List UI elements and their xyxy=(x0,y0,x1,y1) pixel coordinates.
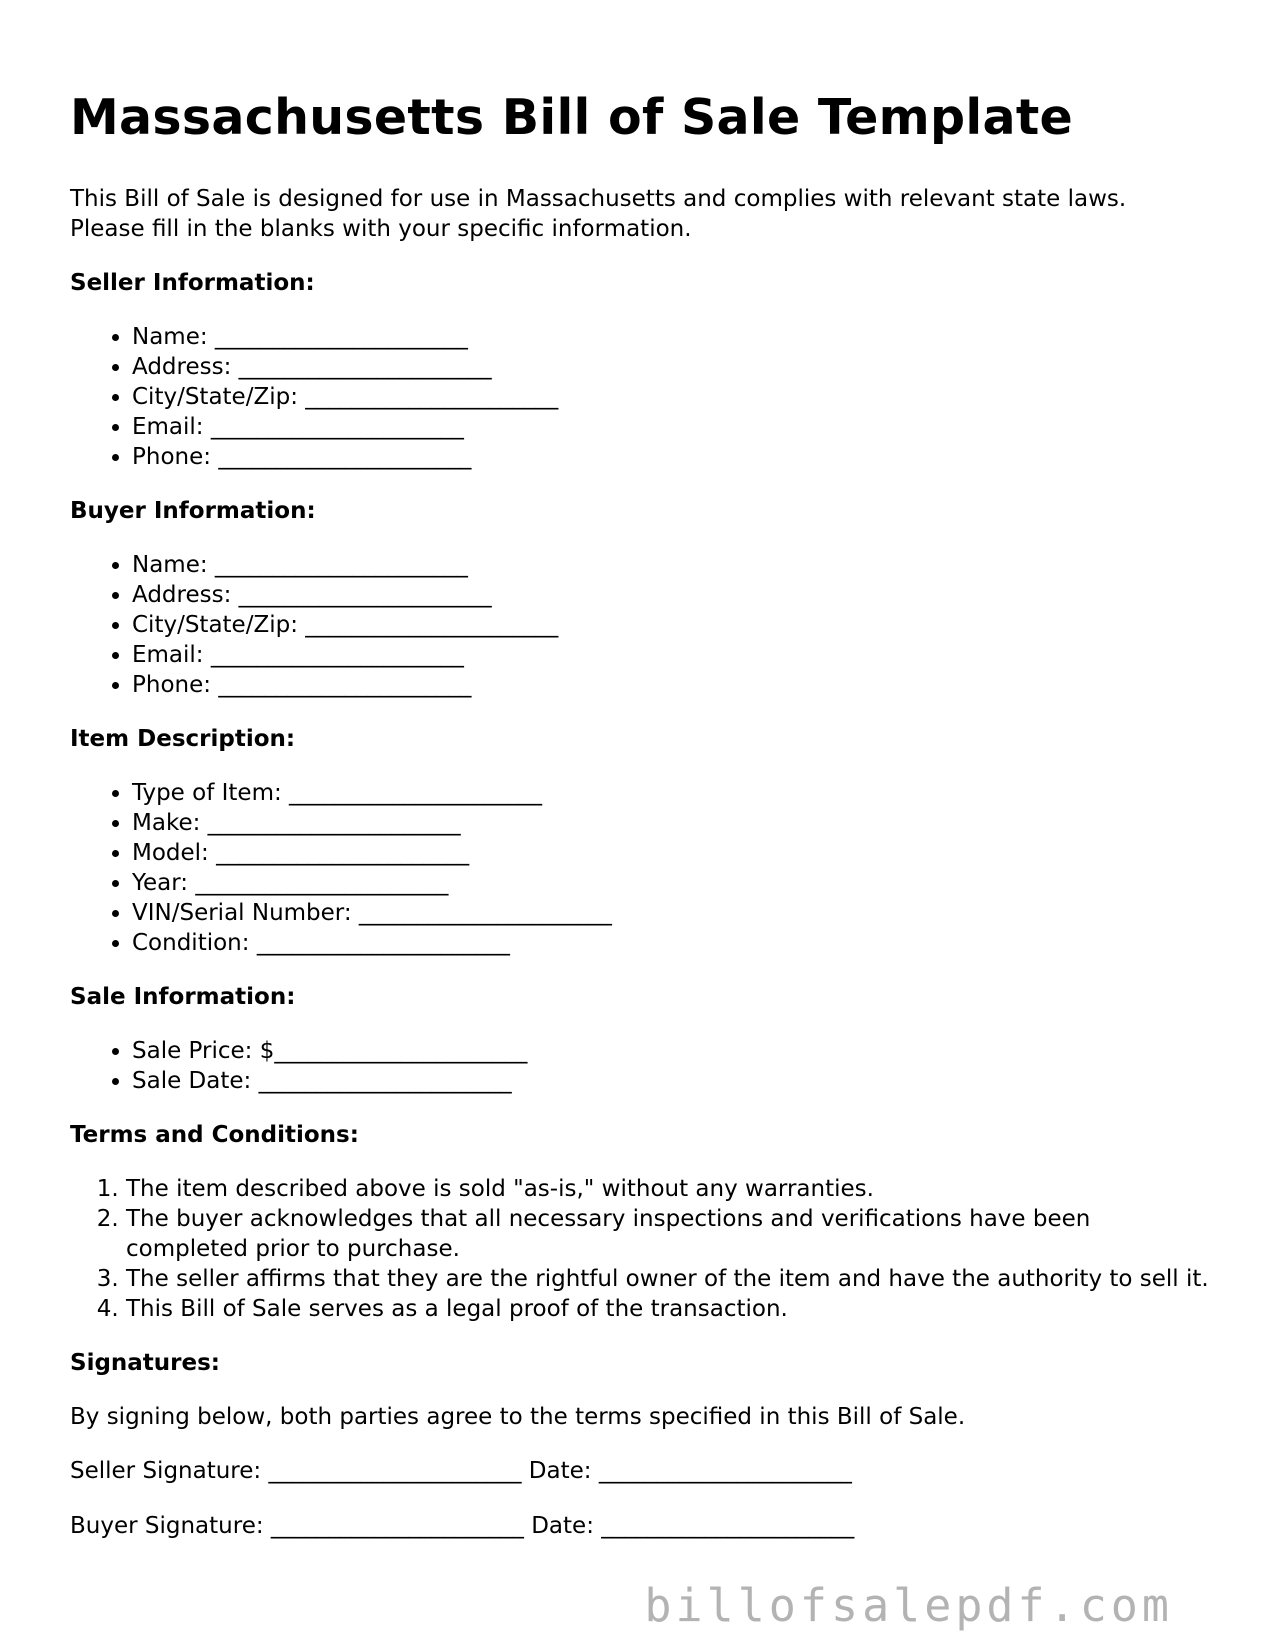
buyer-email-field[interactable]: • Email: ______________________ xyxy=(132,640,1210,670)
seller-city-state-zip-field[interactable]: • City/State/Zip: ______________________ xyxy=(132,382,1210,412)
seller-address-field[interactable]: • Address: ______________________ xyxy=(132,352,1210,382)
buyer-heading: Buyer Information: xyxy=(70,498,316,524)
page-title: Massachusetts Bill of Sale Template xyxy=(70,89,1074,146)
seller-heading: Seller Information: xyxy=(70,270,315,296)
term-item: 2. The buyer acknowledges that all necessary inspections and verifications have been completed prior to purchase. xyxy=(126,1204,1210,1264)
signatures-statement: By signing below, both parties agree to the terms specified in this Bill of Sale. xyxy=(70,1404,966,1430)
item-make-field[interactable]: • Make: ______________________ xyxy=(132,808,1210,838)
buyer-phone-field[interactable]: • Phone: ______________________ xyxy=(132,670,1210,700)
intro-line-1: This Bill of Sale is designed for use in Massachusetts and complies with relevant state laws. xyxy=(70,186,1127,212)
seller-phone-field[interactable]: • Phone: ______________________ xyxy=(132,442,1210,472)
intro-paragraph xyxy=(70,184,1210,244)
seller-fields xyxy=(70,322,1210,472)
buyer-name-field[interactable]: • Name: ______________________ xyxy=(132,550,1210,580)
item-vin-field[interactable]: • VIN/Serial Number: ______________________ xyxy=(132,898,1210,928)
signatures-heading: Signatures: xyxy=(70,1350,221,1376)
buyer-address-field[interactable]: • Address: ______________________ xyxy=(132,580,1210,610)
sale-heading: Sale Information: xyxy=(70,984,296,1010)
sale-date-field[interactable]: • Sale Date: ______________________ xyxy=(132,1066,1210,1096)
intro-line-2: Please fill in the blanks with your specific information. xyxy=(70,216,692,242)
item-model-field[interactable]: • Model: ______________________ xyxy=(132,838,1210,868)
seller-signature-line[interactable]: Seller Signature: ______________________ Date: ______________________ xyxy=(70,1458,852,1484)
seller-email-field[interactable]: • Email: ______________________ xyxy=(132,412,1210,442)
item-type-field[interactable]: • Type of Item: ______________________ xyxy=(132,778,1210,808)
buyer-fields xyxy=(70,550,1210,700)
sale-price-field[interactable]: • Sale Price: $______________________ xyxy=(132,1036,1210,1066)
item-heading: Item Description: xyxy=(70,726,296,752)
terms-list xyxy=(70,1174,1210,1324)
item-year-field[interactable]: • Year: ______________________ xyxy=(132,868,1210,898)
terms-heading: Terms and Conditions: xyxy=(70,1122,359,1148)
term-item: 1. The item described above is sold "as-is," without any warranties. xyxy=(126,1174,1210,1204)
document xyxy=(70,86,1210,1566)
item-condition-field[interactable]: • Condition: ______________________ xyxy=(132,928,1210,958)
buyer-signature-line[interactable]: Buyer Signature: ______________________ Date: ______________________ xyxy=(70,1513,855,1539)
seller-name-field[interactable]: • Name: ______________________ xyxy=(132,322,1210,352)
sale-fields xyxy=(70,1036,1210,1096)
buyer-city-state-zip-field[interactable]: • City/State/Zip: ______________________ xyxy=(132,610,1210,640)
item-fields xyxy=(70,778,1210,958)
watermark: billofsalepdf.com xyxy=(644,1579,1173,1632)
term-item: 3. The seller affirms that they are the rightful owner of the item and have the authority to sell it. xyxy=(126,1264,1210,1294)
term-item: 4. This Bill of Sale serves as a legal proof of the transaction. xyxy=(126,1294,1210,1324)
